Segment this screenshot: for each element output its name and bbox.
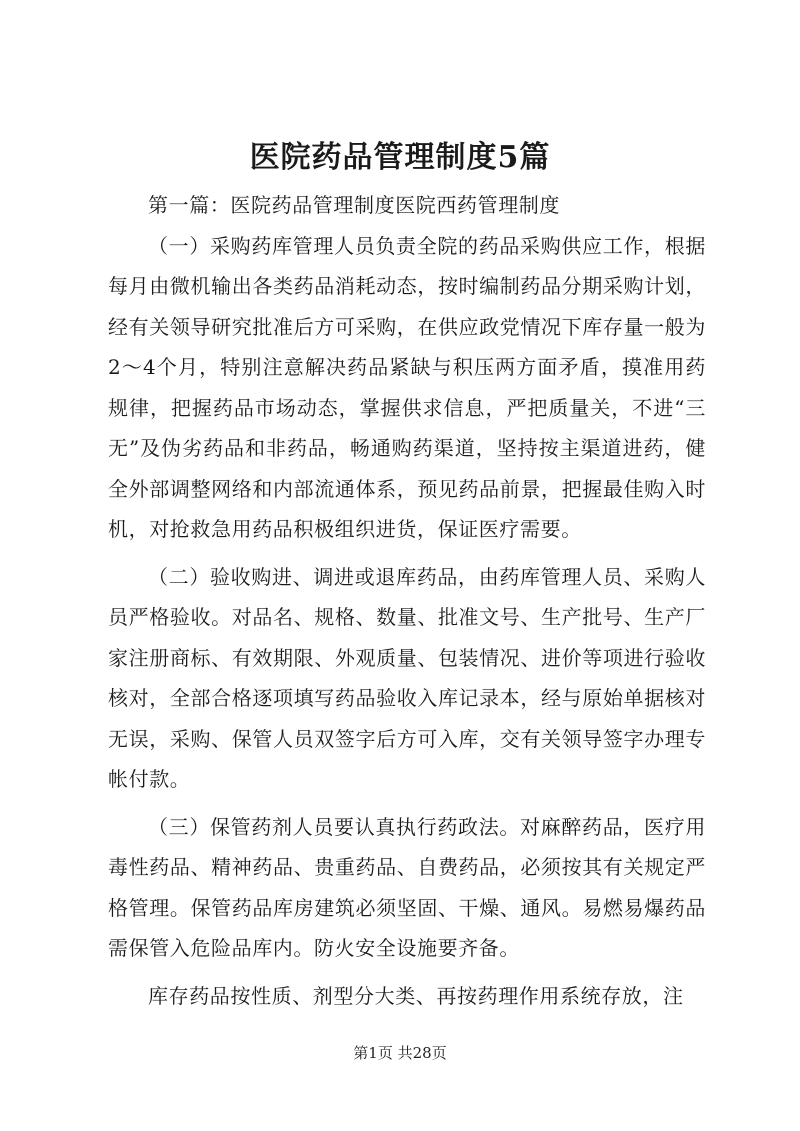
page-number-footer: 第1页 共28页 xyxy=(353,1044,447,1062)
document-title: 医院药品管理制度5篇 xyxy=(249,140,551,175)
document-body xyxy=(108,185,706,1023)
paragraph: （一）采购药库管理人员负责全院的药品采购供应工作，根据每月由微机输出各类药品消耗动态，按时编制药品分期采购计划，经有关领导研究批准后方可采购，在供应政党情况下库存量一般为2～4个月，特别注意解决药品紧缺与积压两方面矛盾，摸准用药规律，把握药品市场动态，掌握供求信息，严把质量关，不进“三无”及伪劣药品和非药品，畅通购药渠道，坚持按主渠道进药，健全外部调整网络和内部流通体系，预见药品前景，把握最佳购入时机，对抢救急用药品积极组织进货，保证医疗需要。 xyxy=(108,233,706,541)
paragraph: （三）保管药剂人员要认真执行药政法。对麻醉药品，医疗用毒性药品、精神药品、贵重药品、自费药品，必须按其有关规定严格管理。保管药品库房建筑必须坚固、干燥、通风。易燃易爆药品需保管入危险品库内。防火安全设施要齐备。 xyxy=(108,814,706,960)
paragraph: （二）验收购进、调进或退库药品，由药库管理人员、采购人员严格验收。对品名、规格、数量、批准文号、生产批号、生产厂家注册商标、有效期限、外观质量、包装情况、进价等项进行验收核对，全部合格逐项填写药品验收入库记录本，经与原始单据核对无误，采购、保管人员双签字后方可入库，交有关领导签字办理专帐付款。 xyxy=(108,564,706,791)
section-heading: 第一篇：医院药品管理制度医院西药管理制度 xyxy=(148,193,560,217)
paragraph: 库存药品按性质、剂型分大类、再按药理作用系统存放，注 xyxy=(148,983,684,1008)
